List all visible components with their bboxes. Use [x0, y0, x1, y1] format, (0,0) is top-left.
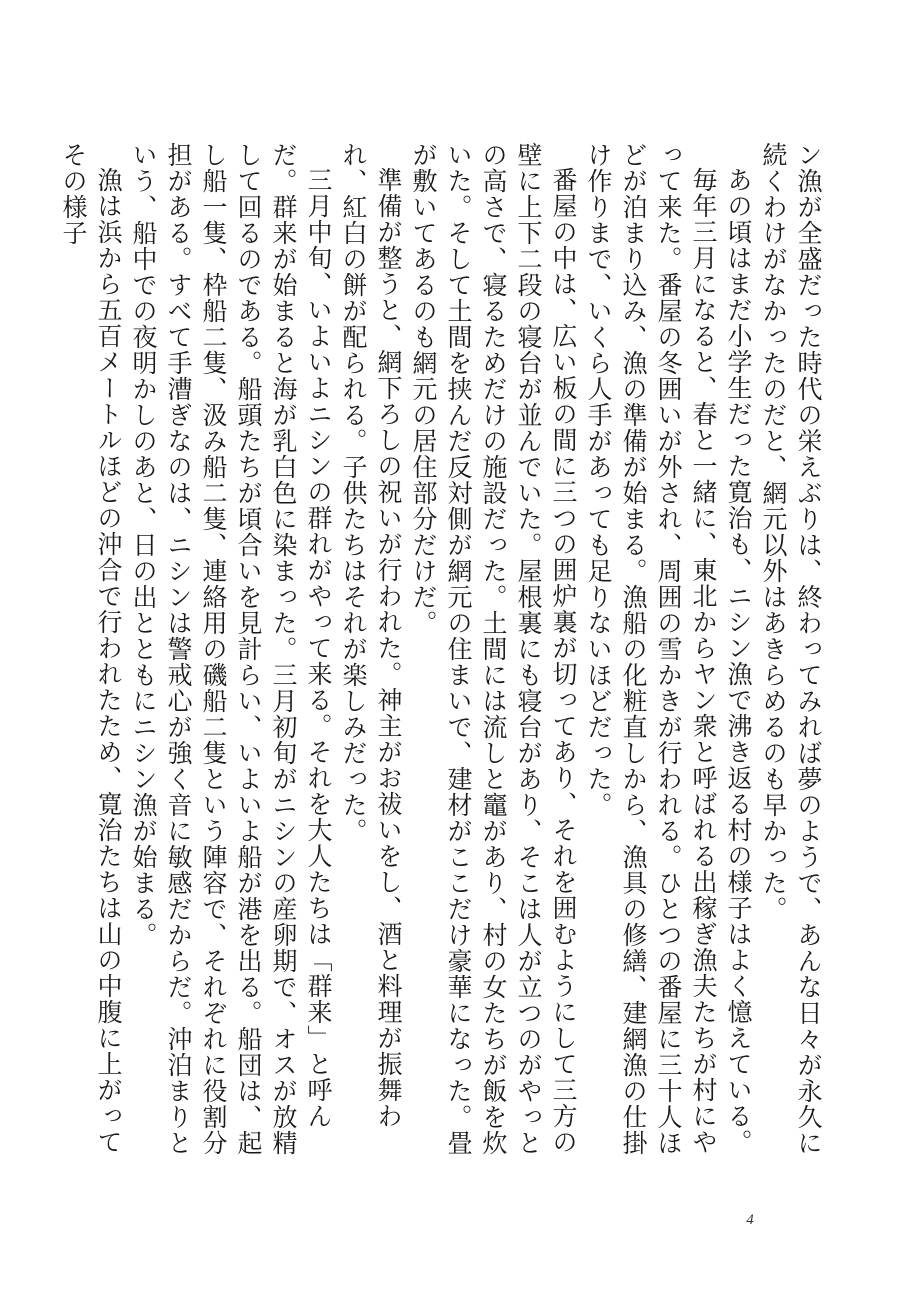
paragraph: 準備が整うと、網下ろしの祝いが行われた。神主がお祓いをし、酒と料理が振舞われ、紅白の餅が配られる。子供たちはそれが楽しみだった。: [339, 142, 403, 1129]
paragraph: 漁は浜から五百メートルほどの沖合で行われたため、寛治たちは山の中腹に上がってその様子: [59, 142, 123, 1155]
paragraph: 三月中旬、いよいよニシンの群れがやって来る。それを大人たちは「群来」と呼んだ。群来が始まると海が乳白色に染まった。三月初旬がニシンの産卵期で、オスが放精して回るのである。船頭たちが頃合いを見計らい、いよいよ船が港を出る。船団は、起し船一隻、枠船二隻、汲み船二隻、連絡用の磯船二隻という陣容で、それぞれに役割分担がある。すべて手漕ぎなのは、ニシンは警戒心が強く音に敏感だからだ。沖泊まりという、船中での夜明かしのあと、日の出とともにニシン漁が始まる。: [129, 142, 333, 1156]
paragraph: あの頃はまだ小学生だった寛治も、ニシン漁で沸き返る村の様子はよく憶えている。: [724, 167, 753, 1155]
paragraph: ン漁が全盛だった時代の栄えぶりは、終わってみれば夢のようで、あんな日々が永久に続くわけがなかったのだと、網元以外はあきらめるのも早かった。: [759, 142, 823, 1156]
body-text: [59, 142, 826, 1162]
paragraph: 番屋の中は、広い板の間に三つの囲炉裏が切ってあり、それを囲むようにして三方の壁に上下二段の寝台が並んでいた。屋根裏にも寝台があり、そこは人が立つのがやっとの高さで、寝るためだけの施設だった。土間には流しと竈があり、村の女たちが飯を炊いた。そして土間を挟んだ反対側が網元の住まいで、建材がここだけ豪華になった。畳が敷いてあるのも網元の居住部分だけだ。: [409, 142, 578, 1156]
paragraph: 毎年三月になると、春と一緒に、東北からヤン衆と呼ばれる出稼ぎ漁夫たちが村にやって来た。番屋の冬囲いが外され、周囲の雪かきが行われる。ひとつの番屋に三十人ほどが泊まり込み、漁の準備が始まる。漁船の化粧直しから、漁具の修繕、建網漁の仕掛け作りまで、いくら人手があっても足りないほどだった。: [584, 142, 718, 1156]
page-number: 4: [746, 1212, 754, 1228]
